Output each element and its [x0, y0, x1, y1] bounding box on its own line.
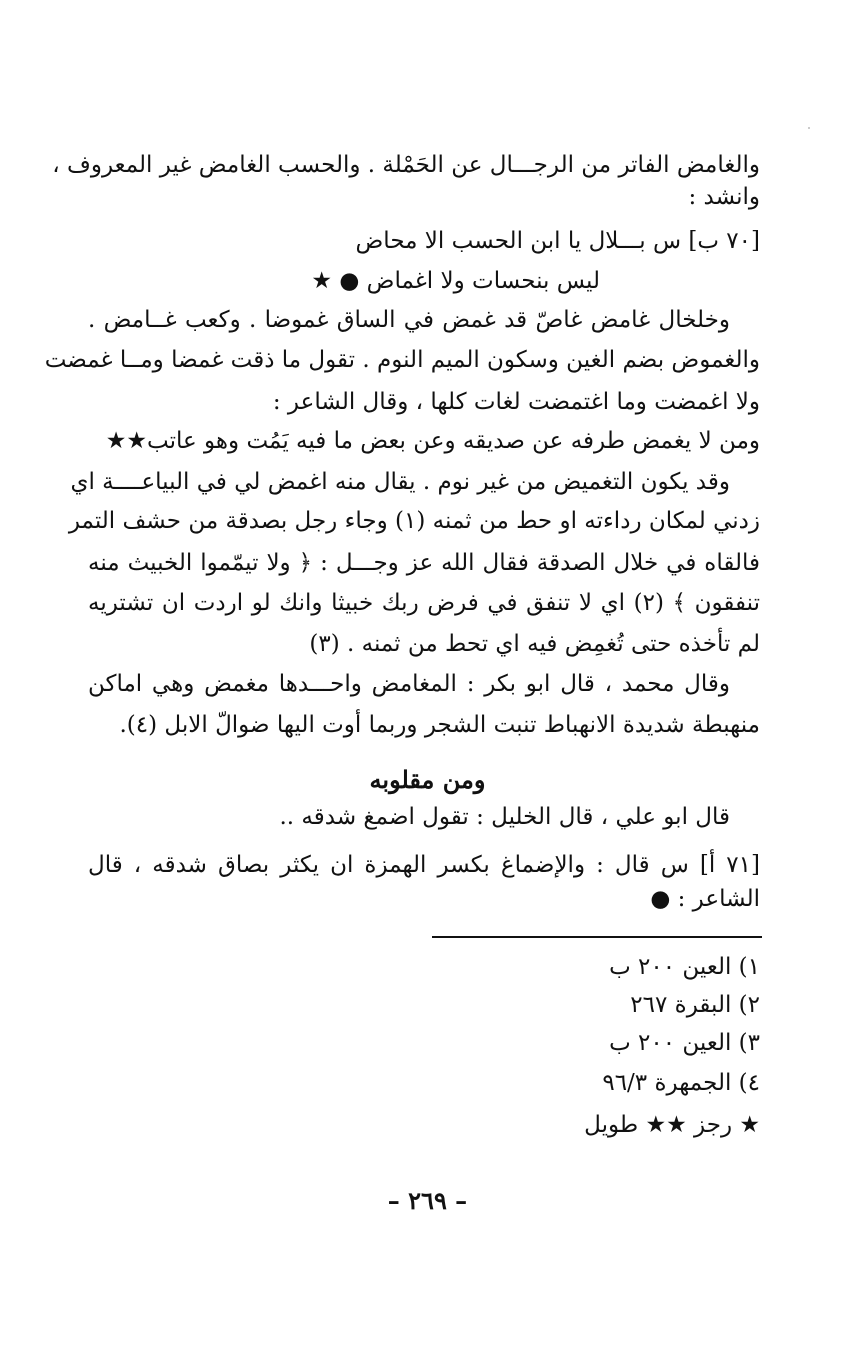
- body-line-2: وانشد :: [688, 184, 760, 210]
- body-line-5: وخلخال غامض غاصّ قد غمض في الساق غموضا . وكعب غــامض .: [88, 307, 730, 333]
- body-line-18: الشاعر : ●: [650, 886, 760, 912]
- body-line-9: وقد يكون التغميض من غير نوم . يقال منه اغمض لي في البياعــــة اي: [70, 469, 730, 495]
- verse-line-2: ليس بنحسات ولا اغماض ● ★: [311, 268, 600, 294]
- scan-speck: [808, 127, 810, 129]
- footnote-meters: ★ رجز ★★ طويل: [584, 1112, 760, 1138]
- footnote-2: ٢) البقرة ٢٦٧: [630, 992, 760, 1018]
- body-line-13: لم تأخذه حتى تُغمِض فيه اي تحط من ثمنه . (٣): [309, 631, 760, 657]
- body-line-12: تنفقون ﴾ (٢) اي لا تنفق في فرض ربك خبيثا وانك لو اردت ان تشتريه: [88, 590, 760, 616]
- body-line-1: والغامض الفاتر من الرجـــال عن الحَمْلة . والحسب الغامض غير المعروف ،: [52, 152, 760, 178]
- body-line-11: فالقاه في خلال الصدقة فقال الله عز وجـــل : ﴿ ولا تيمّموا الخبيث منه: [88, 550, 760, 576]
- verse-line-1: [٧٠ ب] س بـــلال يا ابن الحسب الا محاض: [355, 228, 760, 254]
- body-line-15: منهبطة شديدة الانهباط تنبت الشجر وربما أوت اليها ضوالّ الابل (٤).: [119, 712, 760, 738]
- body-line-14: وقال محمد ، قال ابو بكر : المغامض واحـــدها مغمض وهي اماكن: [88, 671, 730, 697]
- body-line-17: [٧١ أ] س قال : والإضماغ بكسر الهمزة ان يكثر بصاق شدقه ، قال: [88, 852, 760, 878]
- footnote-1: ١) العين ٢٠٠ ب: [609, 954, 760, 980]
- page-number: – ٢٦٩ –: [387, 1186, 468, 1215]
- body-line-16: قال ابو علي ، قال الخليل : تقول اضمغ شدقه ..: [279, 804, 730, 830]
- section-heading: ومن مقلوبه: [369, 765, 486, 794]
- footnote-4: ٤) الجمهرة ٩٦/٣: [602, 1070, 760, 1096]
- body-line-10: زدني لمكان رداءته او حط من ثمنه (١) وجاء رجل بصدقة من حشف التمر: [68, 508, 760, 534]
- body-line-7: ولا اغمضت وما اغتمضت لغات كلها ، وقال الشاعر :: [272, 389, 760, 415]
- footnote-3: ٣) العين ٢٠٠ ب: [609, 1030, 760, 1056]
- verse-line-3: ومن لا يغمض طرفه عن صديقه وعن بعض ما فيه يَمُت وهو عاتب★★: [105, 428, 760, 454]
- body-line-6: والغموض بضم الغين وسكون الميم النوم . تقول ما ذقت غمضا ومــا غمضت: [44, 347, 760, 373]
- footnote-divider: [432, 936, 762, 938]
